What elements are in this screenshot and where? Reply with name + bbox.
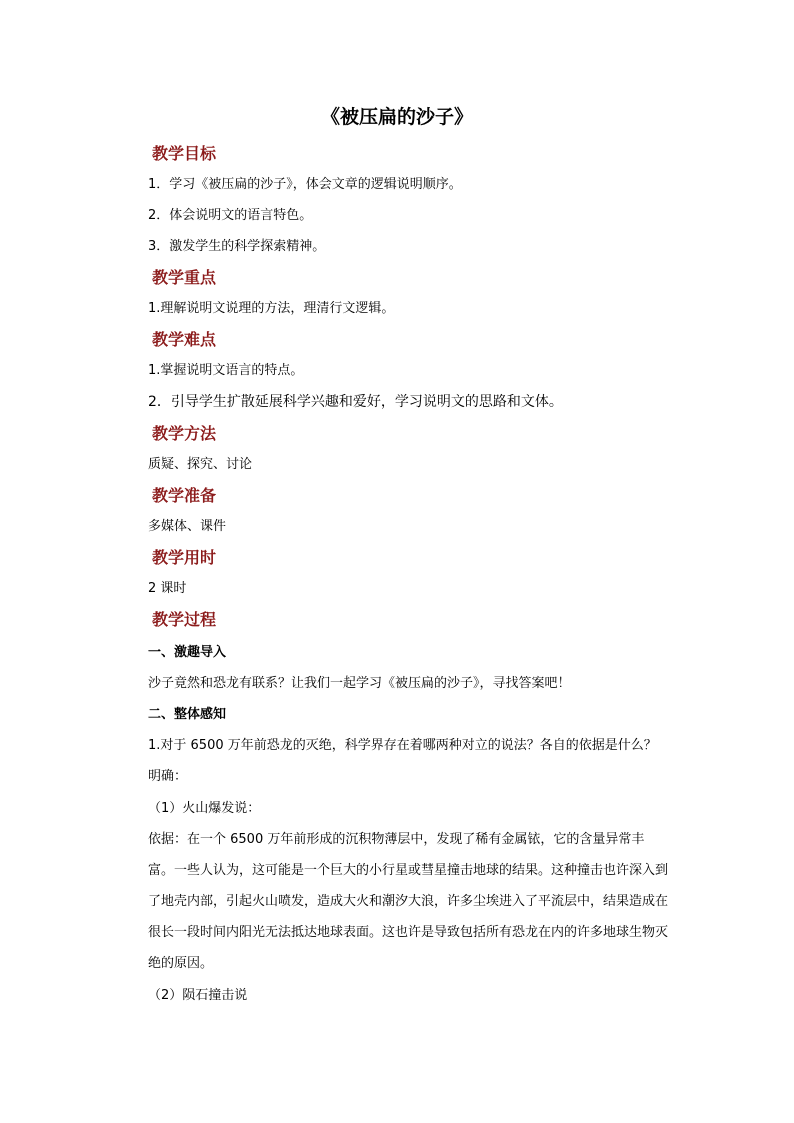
heading-key-points: 教学重点 (152, 268, 217, 287)
duration-text: 2 课时 (148, 581, 187, 596)
process-item1: （1）火山爆发说： (148, 801, 261, 816)
heading-preparation: 教学准备 (152, 486, 217, 505)
objective-item: 2．体会说明文的语言特色。 (148, 208, 313, 223)
objective-item: 3．激发学生的科学探索精神。 (148, 239, 326, 254)
document-title: 《被压扁的沙子》 (320, 106, 473, 128)
preparation-text: 多媒体、课件 (148, 519, 227, 534)
key-point-item: 1.理解说明文说理的方法，理清行文逻辑。 (148, 301, 395, 316)
difficulty-item: 1.掌握说明文语言的特点。 (148, 363, 304, 378)
evidence-line: 富。一些人认为，这可能是一个巨大的小行星或彗星撞击地球的结果。这种撞击也许深入到 (148, 863, 669, 878)
heading-objectives: 教学目标 (152, 144, 217, 163)
heading-process: 教学过程 (152, 610, 217, 629)
evidence-line: 绝的原因。 (148, 956, 214, 971)
heading-duration: 教学用时 (152, 548, 217, 567)
heading-difficulties: 教学难点 (152, 330, 217, 349)
process-part2-title: 二、整体感知 (148, 707, 227, 722)
process-item2: （2）陨石撞击说 (148, 988, 248, 1003)
evidence-line: 了地壳内部，引起火山喷发，造成大火和潮汐大浪，许多尘埃进入了平流层中，结果造成在 (148, 894, 669, 909)
heading-methods: 教学方法 (152, 424, 217, 443)
evidence-line: 依据：在一个 6500 万年前形成的沉积物薄层中，发现了稀有金属铱，它的含量异常丰 (148, 832, 645, 847)
evidence-line: 很长一段时间内阳光无法抵达地球表面。这也许是导致包括所有恐龙在内的许多地球生物灭 (148, 925, 669, 940)
process-part1-text: 沙子竟然和恐龙有联系？让我们一起学习《被压扁的沙子》，寻找答案吧！ (148, 676, 571, 691)
process-question: 1.对于 6500 万年前恐龙的灭绝，科学界存在着哪两种对立的说法？各自的依据是什么？ (148, 738, 657, 753)
process-clarify: 明确： (148, 769, 188, 784)
objective-item: 1．学习《被压扁的沙子》，体会文章的逻辑说明顺序。 (148, 177, 462, 192)
process-part1-title: 一、激趣导入 (148, 645, 227, 660)
methods-text: 质疑、探究、讨论 (148, 457, 253, 472)
difficulty-item: 2．引导学生扩散延展科学兴趣和爱好，学习说明文的思路和文体。 (148, 394, 563, 410)
